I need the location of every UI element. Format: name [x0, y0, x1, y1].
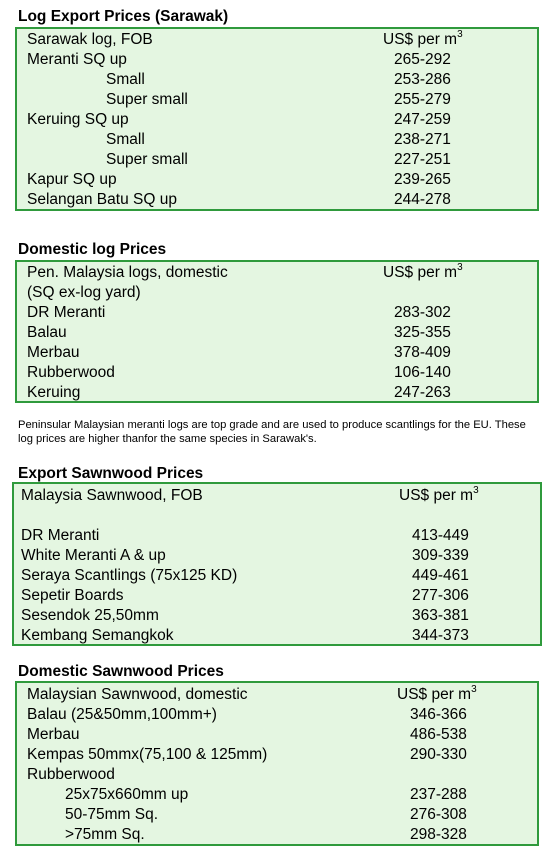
section-title-domestic-sawnwood: Domestic Sawnwood Prices [18, 663, 224, 680]
section-title-domestic-log: Domestic log Prices [18, 241, 167, 258]
row-value: 363-381 [412, 607, 469, 624]
row-label: Keruing [27, 384, 81, 401]
header-label-secondary: (SQ ex-log yard) [27, 284, 141, 301]
row-value: 290-330 [410, 746, 467, 763]
row-label: Super small [106, 151, 188, 168]
row-value: 227-251 [394, 151, 451, 168]
row-label: 25x75x660mm up [65, 786, 189, 803]
row-value: 237-288 [410, 786, 467, 803]
row-label: Merbau [27, 726, 80, 743]
row-value: 449-461 [412, 567, 469, 584]
row-label: Rubberwood [27, 364, 115, 381]
header-label: Pen. Malaysia logs, domestic [27, 264, 228, 281]
row-value: 413-449 [412, 527, 469, 544]
row-label: Kempas 50mmx(75,100 & 125mm) [27, 746, 268, 763]
price-table-log-export [15, 27, 539, 211]
header-unit: US$ per $m^3$ [397, 684, 477, 703]
row-label: Merbau [27, 344, 80, 361]
row-value: 255-279 [394, 91, 451, 108]
row-label: Balau (25&50mm,100mm+) [27, 706, 217, 723]
section-title-export-sawnwood: Export Sawnwood Prices [18, 465, 204, 482]
header-unit: US$ per $m^3$ [383, 29, 463, 48]
row-value: 486-538 [410, 726, 467, 743]
row-label: Rubberwood [27, 766, 115, 783]
row-value: 247-259 [394, 111, 451, 128]
row-value: 238-271 [394, 131, 451, 148]
row-label: Kembang Semangkok [21, 627, 174, 644]
price-table-export-sawnwood [12, 482, 542, 646]
header-unit: US$ per $m^3$ [399, 485, 479, 504]
row-value: 244-278 [394, 191, 451, 208]
row-label: White Meranti A & up [21, 547, 166, 564]
row-label: Sesendok 25,50mm [21, 607, 159, 624]
section-title-log-export: Log Export Prices (Sarawak) [18, 8, 229, 25]
header-label: Sarawak log, FOB [27, 31, 153, 48]
row-value: 106-140 [394, 364, 451, 381]
row-value: 298-328 [410, 826, 467, 843]
row-value: 265-292 [394, 51, 451, 68]
row-label: Small [106, 71, 145, 88]
row-value: 346-366 [410, 706, 467, 723]
row-label: Meranti SQ up [27, 51, 127, 68]
row-label: Seraya Scantlings (75x125 KD) [21, 567, 238, 584]
row-value: 325-355 [394, 324, 451, 341]
row-label: Super small [106, 91, 188, 108]
row-value: 253-286 [394, 71, 451, 88]
row-value: 378-409 [394, 344, 451, 361]
row-label: DR Meranti [21, 527, 100, 544]
row-label: DR Meranti [27, 304, 106, 321]
price-table-domestic-sawnwood [15, 681, 539, 846]
header-label: Malaysian Sawnwood, domestic [27, 686, 248, 703]
row-label: Small [106, 131, 145, 148]
row-value: 276-308 [410, 806, 467, 823]
row-value: 277-306 [412, 587, 469, 604]
row-label: Kapur SQ up [27, 171, 117, 188]
row-label: Sepetir Boards [21, 587, 124, 604]
row-value: 344-373 [412, 627, 469, 644]
note-paragraph: Peninsular Malaysian meranti logs are top grade and are used to produce scantlings for the EU. These log prices are higher thanfor the same species in Sarawak's. [18, 419, 526, 445]
row-value: 309-339 [412, 547, 469, 564]
price-table-domestic-log [15, 260, 539, 403]
row-label: Balau [27, 324, 67, 341]
row-value: 283-302 [394, 304, 451, 321]
row-label: >75mm Sq. [65, 826, 145, 843]
row-value: 247-263 [394, 384, 451, 401]
header-unit: US$ per $m^3$ [383, 262, 463, 281]
header-label: Malaysia Sawnwood, FOB [21, 487, 203, 504]
row-label: Keruing SQ up [27, 111, 129, 128]
row-label: Selangan Batu SQ up [27, 191, 177, 208]
row-value: 239-265 [394, 171, 451, 188]
row-label: 50-75mm Sq. [65, 806, 159, 823]
